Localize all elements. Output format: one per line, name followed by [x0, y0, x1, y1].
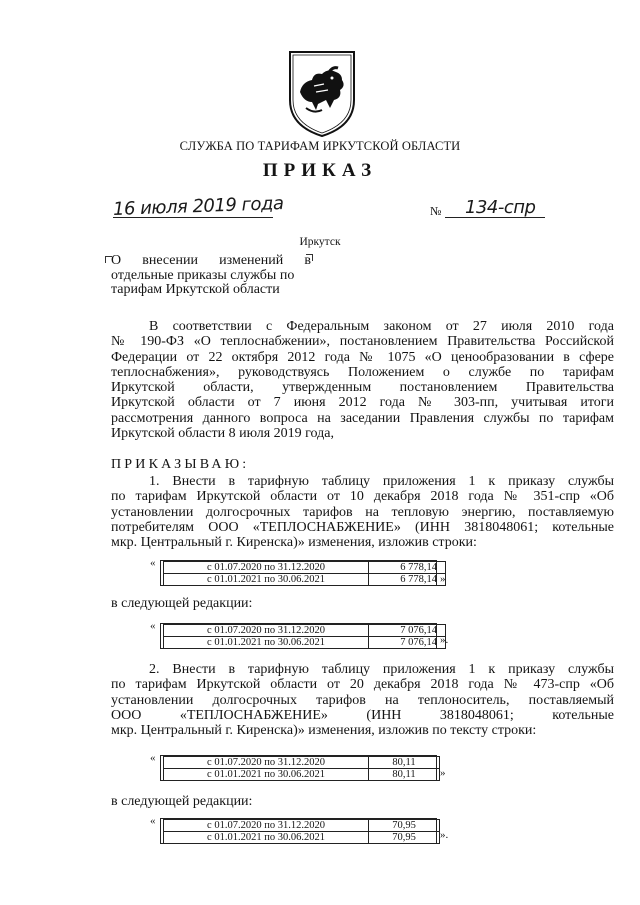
period-cell: с 01.01.2021 по 30.06.2021 — [164, 832, 369, 844]
period-cell: с 01.01.2021 по 30.06.2021 — [164, 769, 369, 781]
value-cell: 70,95 — [369, 832, 440, 844]
period-cell: с 01.07.2020 по 31.12.2020 — [164, 625, 369, 637]
table-row — [164, 832, 440, 844]
value-cell: 80,11 — [369, 769, 440, 781]
text-line: мкр. Центральный г. Киренска)» изменения, изложив строки: — [111, 535, 477, 551]
quote-close: » — [440, 573, 446, 585]
table-row — [164, 769, 440, 781]
city-name: Иркутск — [299, 236, 341, 248]
text-line: мкр. Центральный г. Киренска)» изменения, изложив по тексту строки: — [111, 723, 537, 739]
text-line: теплоснабжения», руководствуясь Положением о службе по тарифам — [111, 364, 614, 380]
text-line: В соответствии с Федеральным законом от 27 июля 2010 года — [149, 319, 614, 334]
tariff-table-2-old — [163, 756, 440, 781]
value-cell: 7 076,14 — [369, 637, 446, 649]
value-cell: 80,11 — [369, 757, 440, 769]
new-edition-label: в следующей редакции: — [111, 794, 253, 809]
text-line: по тарифам Иркутской области от 20 декабря 2018 года № 473-спр «Об — [111, 677, 614, 693]
table-row — [164, 625, 446, 637]
period-cell: с 01.07.2020 по 31.12.2020 — [164, 820, 369, 832]
item-2-paragraph — [111, 662, 614, 738]
preamble-paragraph — [111, 319, 614, 441]
value-cell: 7 076,14 — [369, 625, 446, 637]
text-line: № 190-ФЗ «О теплоснабжении», постановлением Правительства Российской — [111, 334, 614, 350]
text-line: 2. Внести в тарифную таблицу приложения 1 к приказу службы — [149, 662, 614, 677]
tariff-table-1-new — [163, 624, 449, 649]
table-row — [164, 757, 440, 769]
value-cell: 6 778,14 — [369, 562, 446, 574]
text-line: Иркутской области 8 июля 2019 года, — [111, 426, 334, 442]
period-cell: с 01.07.2020 по 31.12.2020 — [164, 562, 369, 574]
period-cell: с 01.07.2020 по 31.12.2020 — [164, 757, 369, 769]
order-subject — [111, 254, 311, 298]
table-row — [164, 637, 446, 649]
tariff-table-1-old — [163, 561, 446, 586]
period-cell: с 01.01.2021 по 30.06.2021 — [164, 574, 369, 586]
value-cell: 6 778,14 — [369, 574, 446, 586]
quote-open: « — [150, 752, 156, 764]
new-edition-label: в следующей редакции: — [111, 596, 253, 611]
quote-open: « — [150, 815, 156, 827]
tariff-table-2-new — [163, 819, 440, 844]
text-line: 1. Внести в тарифную таблицу приложения 1 к приказу службы — [149, 474, 614, 489]
text-line: потребителям ООО «ТЕПЛОСНАБЖЕНИЕ» (ИНН 3818048061; котельные — [111, 519, 614, 535]
text-line: установлении долгосрочных тарифов на тепловую энергию, поставляемую — [111, 504, 614, 520]
quote-close-period: ». — [440, 634, 449, 646]
quote-open: « — [150, 620, 156, 632]
text-line: рассмотрения данного вопроса на заседании Правления службы по тарифам — [111, 410, 614, 426]
text-line: Иркутской области, утвержденным постановлением Правительства — [111, 380, 614, 396]
period-cell: с 01.01.2021 по 30.06.2021 — [164, 637, 369, 649]
document-title: ПРИКАЗ — [262, 160, 378, 181]
text-line: установлении долгосрочных тарифов на теплоноситель, поставляемый — [111, 692, 614, 708]
quote-close-period: ». — [440, 829, 449, 841]
subject-line: О внесении изменений в — [111, 253, 311, 268]
quote-close: » — [440, 767, 446, 779]
handwritten-number: 134-спр — [465, 197, 536, 218]
quote-open: « — [150, 557, 156, 569]
coat-of-arms-icon — [284, 48, 360, 138]
organization-name: СЛУЖБА ПО ТАРИФАМ ИРКУТСКОЙ ОБЛАСТИ — [179, 139, 461, 153]
table-row — [164, 562, 446, 574]
handwritten-date: 16 июля 2019 года — [112, 193, 284, 220]
text-line: Федерации от 22 октября 2012 года № 1075 «О ценообразовании в сфере — [111, 349, 614, 365]
number-sign: № — [430, 204, 442, 218]
text-line: ООО «ТЕПЛОСНАБЖЕНИЕ» (ИНН 3818048061; котельные — [111, 707, 614, 723]
text-line: по тарифам Иркутской области от 10 декабря 2018 года № 351-спр «Об — [111, 489, 614, 505]
table-row — [164, 574, 446, 586]
value-cell: 70,95 — [369, 820, 440, 832]
subject-line: тарифам Иркутской области — [111, 282, 280, 297]
order-word: ПРИКАЗЫВАЮ: — [111, 457, 250, 472]
subject-bracket-left — [105, 256, 112, 263]
item-1-paragraph — [111, 474, 614, 550]
subject-line: отдельные приказы службы по — [111, 267, 295, 283]
subject-bracket-right — [306, 254, 313, 261]
table-row — [164, 820, 440, 832]
text-line: Иркутской области от 7 июня 2012 года № 303-пп, учитывая итоги — [111, 395, 614, 411]
